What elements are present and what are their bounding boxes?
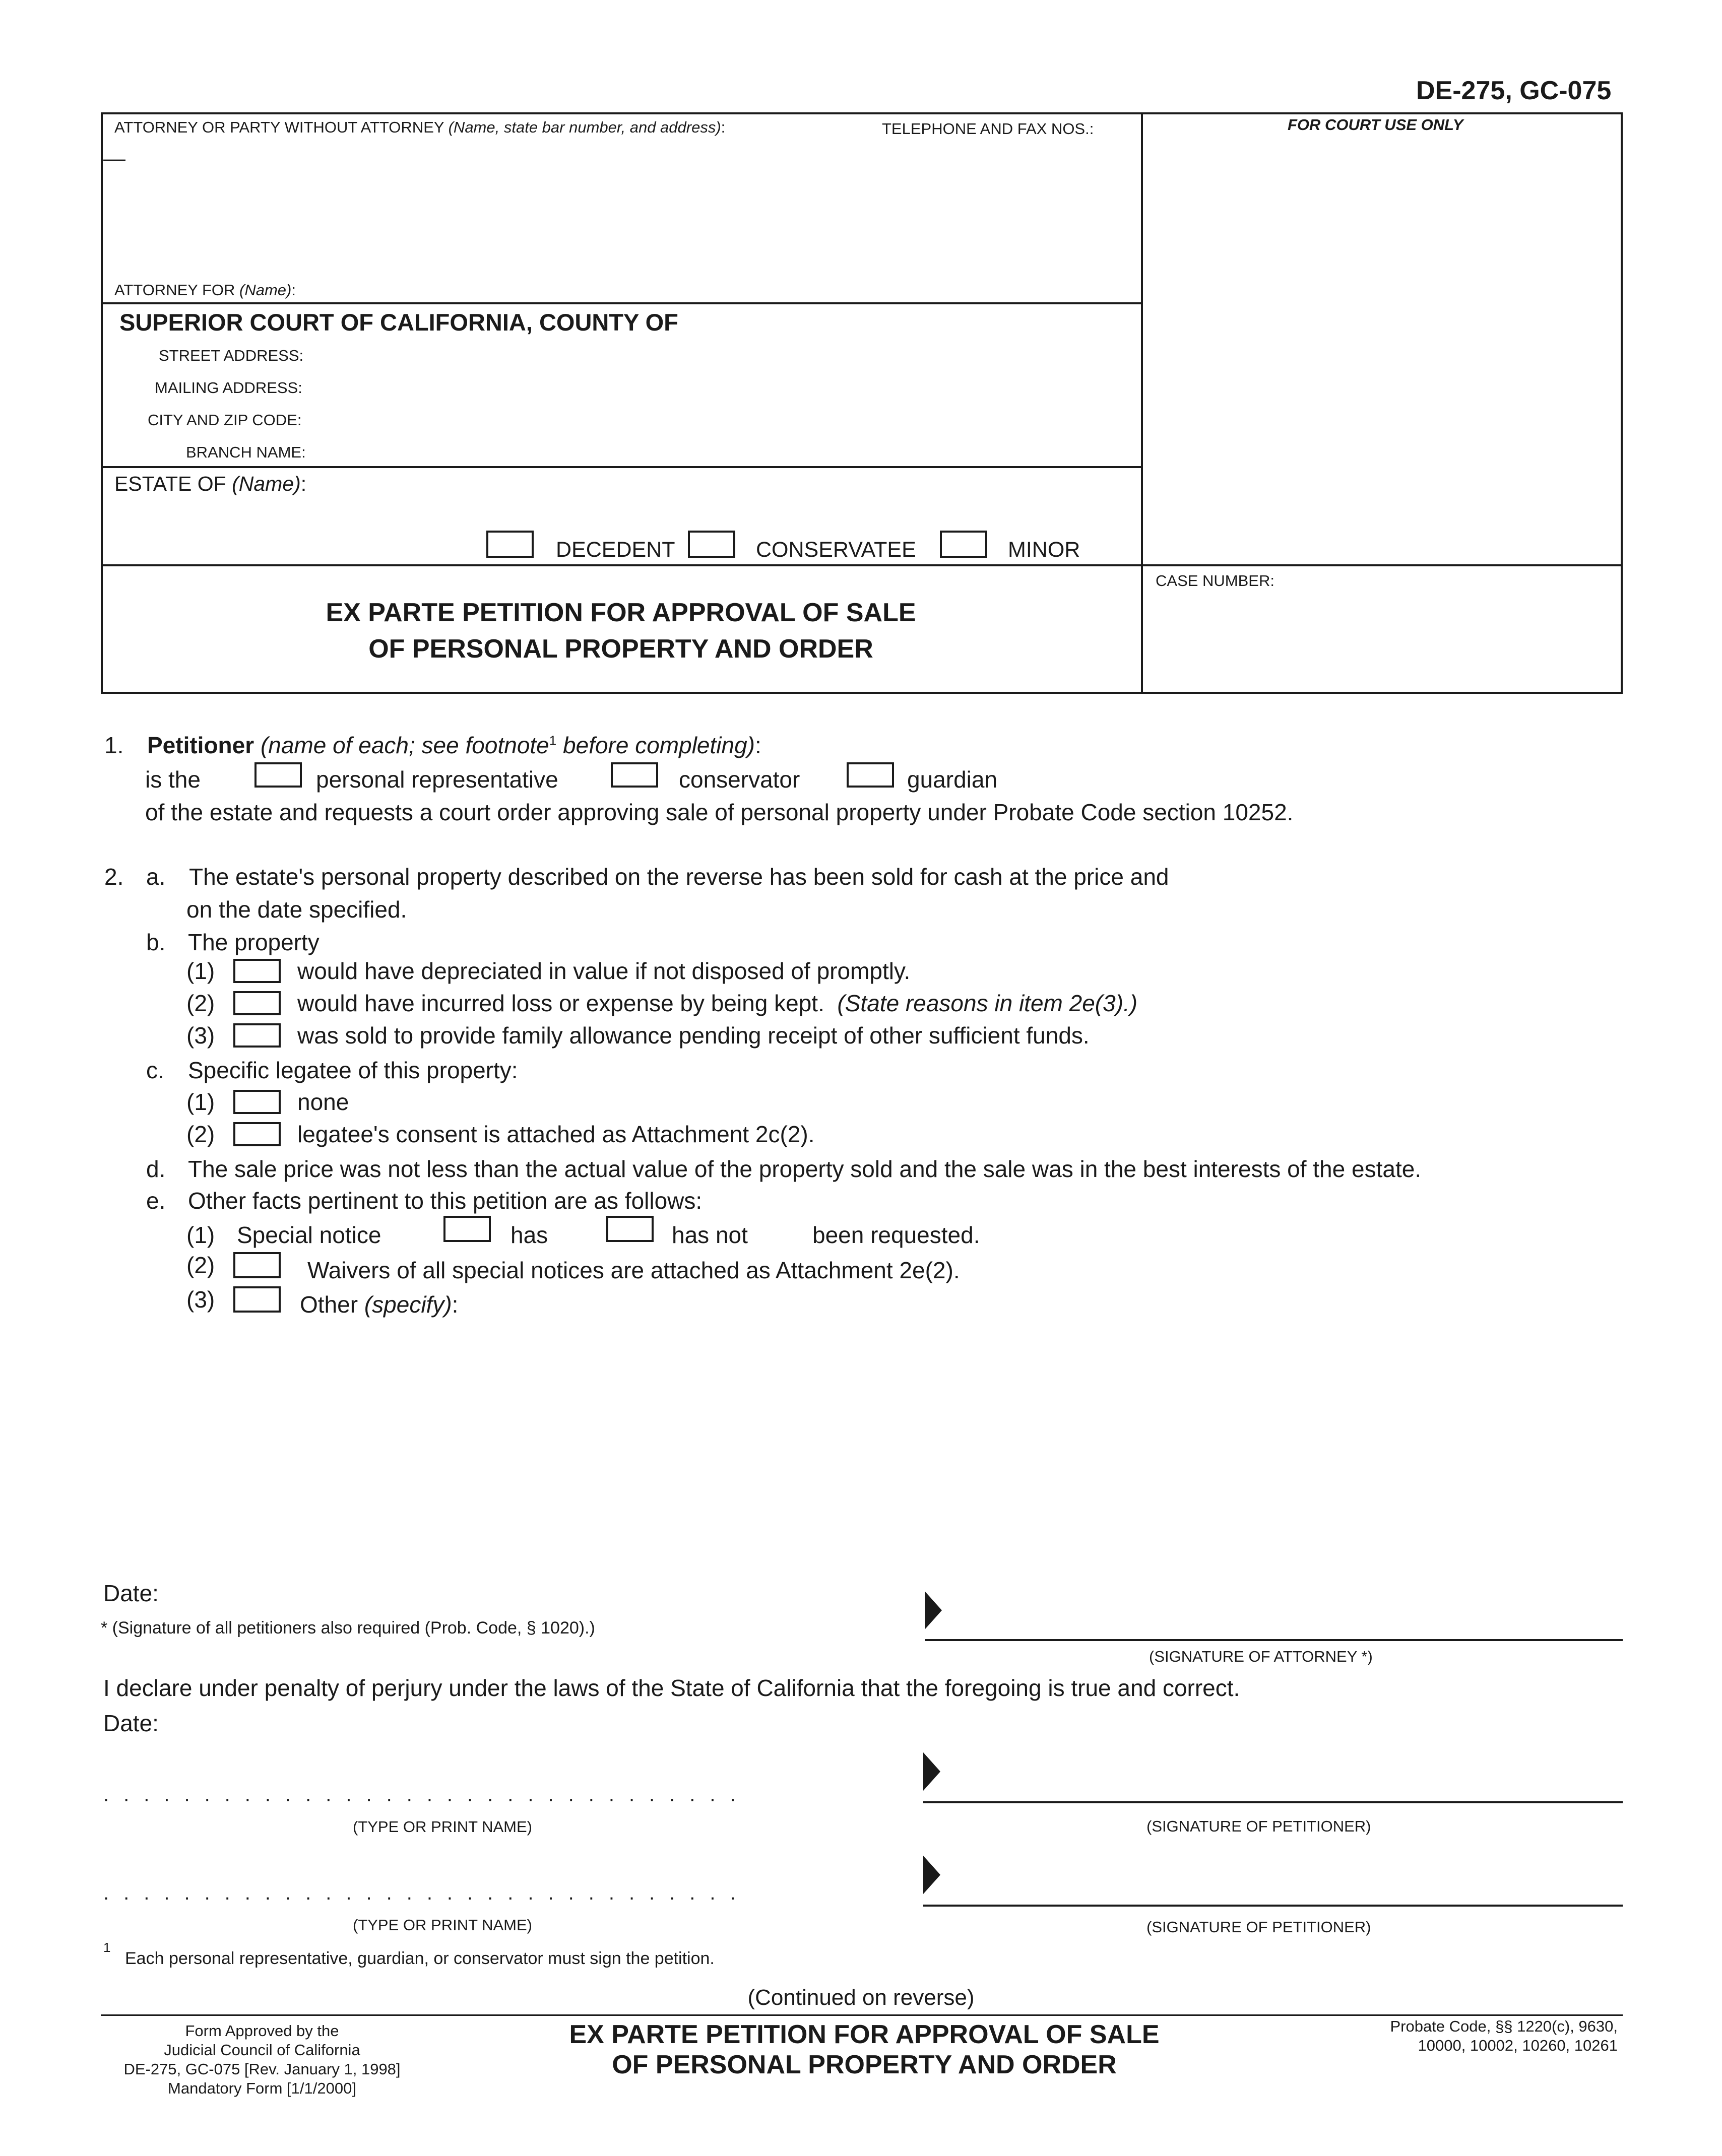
item2e1-number: (1) — [186, 1222, 215, 1248]
item1-heading: Petitioner (name of each; see footnote$^1$ before completing): — [147, 732, 761, 758]
item2b2-number: (2) — [186, 990, 215, 1016]
approval-block: Form Approved by the Judicial Council of California DE-275, GC-075 [Rev. January 1, 1998] Mandatory Form [1/1/2000] — [123, 2022, 401, 2097]
item2c2-number: (2) — [186, 1121, 215, 1147]
item2d-text: The sale price was not less than the actual value of the property sold and the sale was in the best interests of the estate. — [188, 1156, 1422, 1182]
attorney-for-label: ATTORNEY FOR (Name): — [114, 281, 296, 299]
personal-representative-label: personal representative — [316, 766, 558, 793]
item2b1-number: (1) — [186, 958, 215, 984]
legatee-consent-checkbox[interactable] — [233, 1122, 281, 1146]
petitioner-signature-label-2: (SIGNATURE OF PETITIONER) — [1146, 1918, 1371, 1936]
date-label-2: Date: — [103, 1710, 159, 1736]
phone-label: TELEPHONE AND FAX NOS.: — [882, 120, 1094, 138]
item2a-text2: on the date specified. — [186, 896, 407, 923]
form-title: EX PARTE PETITION FOR APPROVAL OF SALE OF PERSONAL PROPERTY AND ORDER — [326, 598, 916, 664]
item2c-label: c. — [146, 1057, 164, 1083]
conservatee-label: CONSERVATEE — [756, 538, 916, 562]
footer-title: EX PARTE PETITION FOR APPROVAL OF SALE OF PERSONAL PROPERTY AND ORDER — [569, 2020, 1160, 2079]
case-number-label: CASE NUMBER: — [1156, 572, 1274, 590]
estate-of-label: ESTATE OF (Name): — [114, 472, 307, 495]
court-use-label: FOR COURT USE ONLY — [1288, 116, 1463, 134]
signature-arrow-icon — [925, 1591, 942, 1629]
legatee-none-checkbox[interactable] — [233, 1090, 281, 1114]
item2b1-text: would have depreciated in value if not disposed of promptly. — [297, 958, 911, 984]
loss-expense-checkbox[interactable] — [233, 991, 281, 1015]
is-the-label: is the — [145, 766, 201, 793]
petitioner-signature-line-1[interactable] — [923, 1801, 1623, 1803]
item2e1-text: Special notice — [237, 1222, 381, 1248]
signature-arrow-icon — [923, 1856, 940, 1894]
depreciated-checkbox[interactable] — [233, 959, 281, 983]
decedent-label: DECEDENT — [556, 538, 675, 562]
type-name-label-1: (TYPE OR PRINT NAME) — [353, 1818, 532, 1836]
attorney-signature-label: (SIGNATURE OF ATTORNEY *) — [1149, 1648, 1373, 1665]
branch-name-label: BRANCH NAME: — [186, 443, 306, 461]
item1-number: 1. — [104, 732, 124, 758]
item2b3-text: was sold to provide family allowance pending receipt of other sufficient funds. — [297, 1022, 1090, 1049]
other-facts-checkbox[interactable] — [233, 1286, 281, 1313]
item2-number: 2. — [104, 864, 124, 890]
item2b3-number: (3) — [186, 1022, 215, 1049]
personal-representative-checkbox[interactable] — [254, 762, 302, 788]
attorney-field[interactable] — [111, 144, 1134, 275]
case-number-field[interactable] — [1152, 595, 1615, 685]
guardian-label: guardian — [907, 766, 998, 793]
item2c2-text: legatee's consent is attached as Attachment 2c(2). — [297, 1121, 815, 1147]
minor-label: MINOR — [1008, 538, 1080, 562]
attorney-label: ATTORNEY OR PARTY WITHOUT ATTORNEY (Name, state bar number, and address): — [114, 118, 726, 136]
item2d-label: d. — [146, 1156, 166, 1182]
type-name-label-2: (TYPE OR PRINT NAME) — [353, 1916, 532, 1934]
item2b-label: b. — [146, 929, 166, 955]
notice-has-checkbox[interactable] — [443, 1216, 491, 1242]
date-label-1: Date: — [103, 1580, 159, 1606]
petitioner-signature-label-1: (SIGNATURE OF PETITIONER) — [1146, 1817, 1371, 1835]
dash-mark: — — [103, 146, 125, 171]
item2b2-text: would have incurred loss or expense by being kept. (State reasons in item 2e(3).) — [297, 990, 1138, 1016]
footnote-number: 1 — [103, 1940, 111, 1955]
declaration-text: I declare under penalty of perjury under the laws of the State of California that the foregoing is true and correct. — [103, 1675, 1240, 1701]
item1-request: of the estate and requests a court order approving sale of personal property under Probate Code section 10252. — [145, 799, 1294, 825]
street-address-label: STREET ADDRESS: — [159, 347, 304, 364]
minor-checkbox[interactable] — [940, 531, 987, 558]
probate-code-citation: Probate Code, §§ 1220(c), 9630, 10000, 10002, 10260, 10261 — [1390, 2017, 1618, 2054]
other-facts-field[interactable] — [297, 1325, 1618, 1567]
type-name-dots-1[interactable]: ................................ — [103, 1784, 750, 1806]
footnote-text: Each personal representative, guardian, or conservator must sign the petition. — [125, 1949, 715, 1968]
item2e-label: e. — [146, 1188, 166, 1214]
item2c-text: Specific legatee of this property: — [188, 1057, 518, 1083]
conservator-label: conservator — [679, 766, 800, 793]
item2c1-text: none — [297, 1089, 349, 1115]
item2e3-number: (3) — [186, 1286, 215, 1313]
item2b-text: The property — [188, 929, 320, 955]
notice-has-label: has — [511, 1222, 548, 1248]
form-number: DE-275, GC-075 — [1416, 76, 1612, 105]
family-allowance-checkbox[interactable] — [233, 1023, 281, 1048]
decedent-checkbox[interactable] — [486, 531, 534, 558]
attorney-signature-line[interactable] — [925, 1639, 1623, 1641]
item2a-text1: The estate's personal property described on the reverse has been sold for cash at the price and — [189, 864, 1169, 890]
signature-note: * (Signature of all petitioners also required (Prob. Code, § 1020).) — [101, 1618, 595, 1638]
item2e1-end: been requested. — [812, 1222, 980, 1248]
notice-has-not-label: has not — [672, 1222, 748, 1248]
item2c1-number: (1) — [186, 1089, 215, 1115]
guardian-checkbox[interactable] — [847, 762, 894, 788]
conservator-checkbox[interactable] — [611, 762, 658, 788]
conservatee-checkbox[interactable] — [688, 531, 735, 558]
item2e-text: Other facts pertinent to this petition are as follows: — [188, 1188, 703, 1214]
type-name-dots-2[interactable]: ................................ — [103, 1882, 750, 1904]
petitioner-signature-line-2[interactable] — [923, 1905, 1623, 1907]
court-name: SUPERIOR COURT OF CALIFORNIA, COUNTY OF — [119, 309, 678, 336]
item2e2-number: (2) — [186, 1252, 215, 1278]
continued-text: (Continued on reverse) — [747, 1985, 975, 2010]
footer-rule — [101, 2014, 1623, 2016]
signature-arrow-icon — [923, 1752, 940, 1791]
notice-has-not-checkbox[interactable] — [606, 1216, 654, 1242]
item2a-label: a. — [146, 864, 166, 890]
item2e3-text: Other (specify): — [300, 1291, 459, 1318]
item2e2-text: Waivers of all special notices are attached as Attachment 2e(2). — [307, 1257, 960, 1283]
waivers-checkbox[interactable] — [233, 1252, 281, 1278]
city-zip-label: CITY AND ZIP CODE: — [148, 411, 302, 429]
mailing-address-label: MAILING ADDRESS: — [155, 379, 302, 397]
